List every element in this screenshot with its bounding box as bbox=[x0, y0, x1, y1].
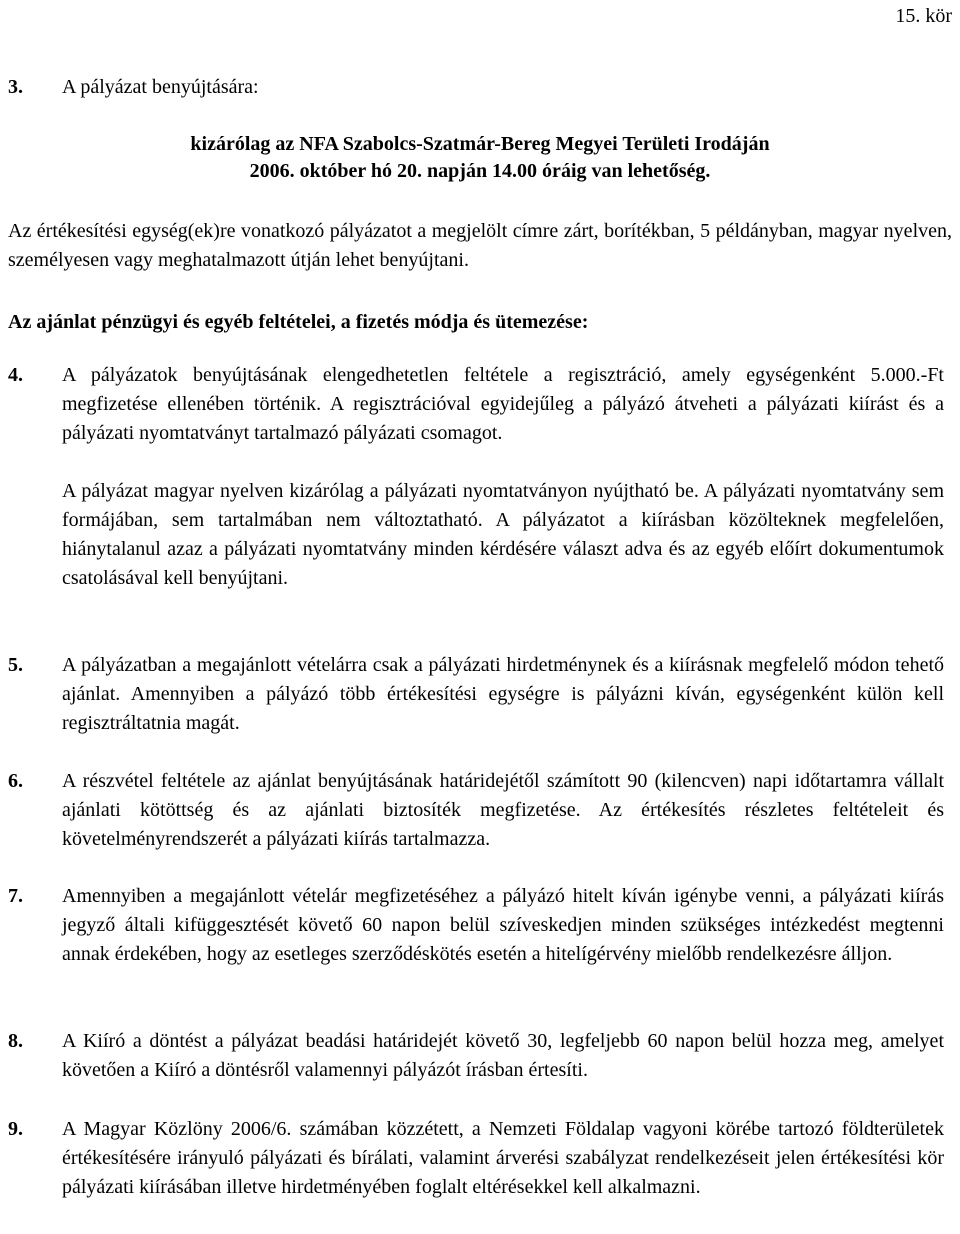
submission-location: kizárólag az NFA Szabolcs-Szatmár-Bereg Megyei Területi Irodáján bbox=[190, 133, 770, 155]
section-5-paragraph: A pályázatban a megajánlott vételárra csak a pályázati hirdetménynek és a kiírásnak megfelelő módon tehető ajánlat. Amennyiben a pályázó több értékesítési egységre is pályázni kíván, egységenként külön kell regisztráltatnia magát. bbox=[62, 654, 944, 734]
section-8-paragraph: A Kiíró a döntést a pályázat beadási határidejét követő 30, legfeljebb 60 napon belül hozza meg, amelyet követően a Kiíró a döntésről valamennyi pályázót írásban értesíti. bbox=[62, 1030, 944, 1081]
section-7-paragraph: Amennyiben a megajánlott vételár megfizetéséhez a pályázó hitelt kíván igénybe venni, a pályázati kiírás jegyző általi kifüggesztését követő 60 napon belül szíveskedjen minden szükséges intézkedést megtenni annak érdekében, hogy az esetleges szerződéskötés esetén a hitelígérvény mielőbb rendelkezésre álljon. bbox=[62, 885, 944, 965]
section-4-paragraph-1: A pályázatok benyújtásának elengedhetetlen feltétele a regisztráció, amely egységenként 5.000.-Ft megfizetése ellenében történik. A regisztrációval egyidejűleg a pályázó átveheti a pályázati kiírást és a pályázati nyomtatványt tartalmazó pályázati csomagot. bbox=[62, 364, 944, 444]
submission-paragraph: Az értékesítési egység(ek)re vonatkozó pályázatot a megjelölt címre zárt, borítékban, 5 példányban, magyar nyelven, személyesen vagy meghatalmazott útján lehet benyújtani. bbox=[8, 220, 952, 271]
page-number: 15. kör bbox=[895, 5, 952, 27]
section-9-paragraph: A Magyar Közlöny 2006/6. számában közzétett, a Nemzeti Földalap vagyoni körébe tartozó földterületek értékesítésére irányuló pályázati és bírálati, valamint árverési szabályzat rendelkezéseit jelen értékesítési kör pályázati kiírásában illetve hirdetményében foglalt eltérésekkel kell alkalmazni. bbox=[62, 1118, 944, 1198]
section-number: 9. bbox=[8, 1118, 23, 1140]
section-4-paragraph-2: A pályázat magyar nyelven kizárólag a pályázati nyomtatványon nyújtható be. A pályázati nyomtatvány sem formájában, sem tartalmában nem változtatható. A pályázatot a kiírásban közölteknek megfelelően, hiánytalanul azaz a pályázati nyomtatvány minden kérdésére választ adva és az egyéb előírt dokumentumok csatolásával kell benyújtani. bbox=[62, 480, 944, 589]
section-title: A pályázat benyújtására: bbox=[62, 76, 259, 98]
section-number: 6. bbox=[8, 770, 23, 792]
section-number: 3. bbox=[8, 76, 23, 98]
financial-heading: Az ajánlat pénzügyi és egyéb feltételei, a fizetés módja és ütemezése: bbox=[8, 311, 589, 333]
section-number: 8. bbox=[8, 1030, 23, 1052]
submission-deadline: 2006. október hó 20. napján 14.00 óráig van lehetőség. bbox=[249, 160, 711, 182]
section-number: 4. bbox=[8, 364, 23, 386]
section-number: 5. bbox=[8, 654, 23, 676]
section-6-paragraph: A részvétel feltétele az ajánlat benyújtásának határidejétől számított 90 (kilencven) napi időtartamra vállalt ajánlati kötöttség és az ajánlati biztosíték megfizetése. Az értékesítés részletes feltételeit és követelményrendszerét a pályázati kiírás tartalmazza. bbox=[62, 770, 944, 850]
section-number: 7. bbox=[8, 885, 23, 907]
